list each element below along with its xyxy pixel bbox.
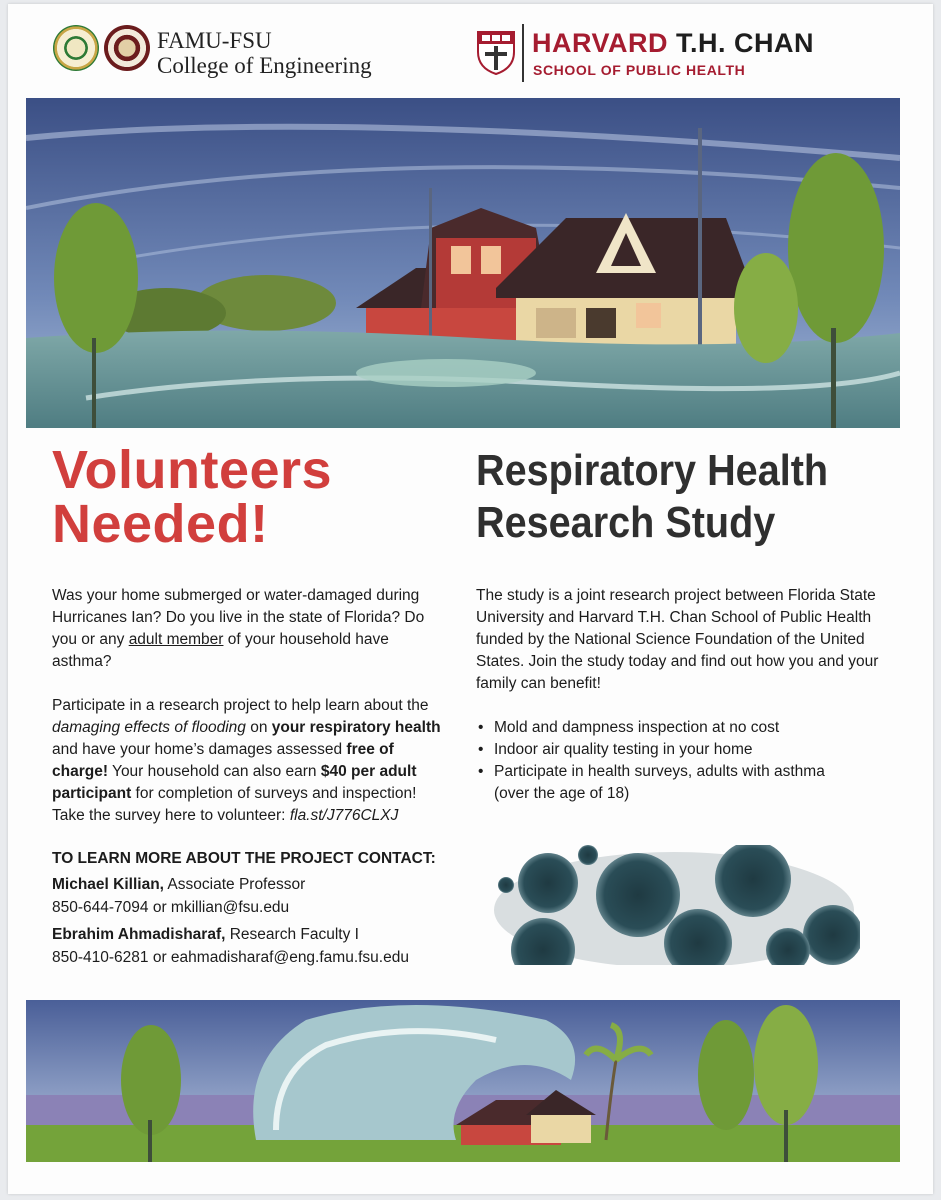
college-name: [157, 28, 372, 78]
volunteers-needed-heading: [52, 440, 333, 554]
harvard-word: HARVARD: [532, 28, 669, 58]
respiratory-health-bold: your respiratory health: [271, 719, 441, 736]
adult-member-underlined: adult member: [128, 631, 224, 648]
volunteers-line1: Volunteers: [52, 440, 333, 500]
chan-word: T.H. CHAN: [676, 28, 815, 58]
benefit-item-cont: (over the age of 18): [494, 785, 630, 802]
benefit-item: • Indoor air quality testing in your home: [476, 739, 896, 761]
contact-person1: [52, 874, 462, 896]
mold-spores-illustration: [488, 845, 860, 965]
college-name-line1: FAMU-FSU: [157, 28, 272, 53]
flooded-houses-illustration: [26, 98, 900, 428]
person2-contact-info[interactable]: 850-410-6281 or eahmadisharaf@eng.famu.fsu.edu: [52, 949, 409, 966]
study-title-heading: [476, 445, 828, 549]
benefit-item-text: Participate in health surveys, adults with asthma: [494, 763, 825, 780]
benefit-item: • Mold and dampness inspection at no cost: [476, 717, 896, 739]
eligibility-paragraph: [52, 585, 452, 673]
header-divider: [522, 24, 524, 82]
tidal-wave-illustration: [26, 1000, 900, 1162]
para1-text-b: of your household have asthma?: [52, 631, 389, 670]
benefit-item: [476, 761, 896, 805]
person2-name: Ebrahim Ahmadisharaf,: [52, 926, 226, 943]
college-name-line2: College of Engineering: [157, 53, 372, 78]
right-body-text: [476, 585, 896, 805]
contact-heading: TO LEARN MORE ABOUT THE PROJECT CONTACT:: [52, 850, 436, 867]
left-body-text: [52, 585, 452, 849]
study-title-line2: Research Study: [476, 498, 776, 547]
para2-text-e: for completion of surveys and inspection! Take the survey here to volunteer:: [52, 785, 417, 824]
para2-text-a: Participate in a research project to help learn about the: [52, 697, 429, 714]
study-intro-paragraph: The study is a joint research project between Florida State University and Harvard T.H. Chan School of Public Health funded by the National Science Foundation of the United States. Join the study today and find out how you and your family can benefit!: [476, 587, 879, 692]
para2-text-d: Your household can also earn: [108, 763, 321, 780]
person2-role: Research Faculty I: [225, 926, 359, 943]
flooding-italic: damaging effects of flooding: [52, 719, 246, 736]
para2-text-c: and have your home’s damages assessed: [52, 741, 347, 758]
contact-block: [52, 848, 462, 970]
person1-role: Associate Professor: [163, 876, 306, 893]
volunteers-line2: Needed!: [52, 494, 269, 554]
harvard-school-line: SCHOOL OF PUBLIC HEALTH: [533, 62, 746, 78]
fsu-seal-logo: [104, 25, 150, 71]
free-of-charge-bold: free of charge!: [52, 741, 394, 780]
study-title-line1: Respiratory Health: [476, 446, 829, 495]
para1-text-a: Was your home submerged or water-damaged during Hurricanes Ian? Do you live in the state of Florida? Do you or any: [52, 587, 425, 648]
harvard-shield-logo: [476, 30, 516, 76]
harvard-name: [532, 28, 814, 59]
famu-seal-logo: [53, 25, 99, 71]
contact-person2: [52, 924, 462, 946]
person1-contact-info[interactable]: 850-644-7094 or mkillian@fsu.edu: [52, 899, 290, 916]
benefits-list: [476, 717, 896, 805]
compensation-bold: $40 per adult participant: [52, 763, 417, 802]
person1-name: Michael Killian,: [52, 876, 164, 893]
para2-text-b: on: [245, 719, 272, 736]
survey-link[interactable]: fla.st/J776CLXJ: [289, 807, 399, 824]
participation-paragraph: [52, 695, 452, 827]
